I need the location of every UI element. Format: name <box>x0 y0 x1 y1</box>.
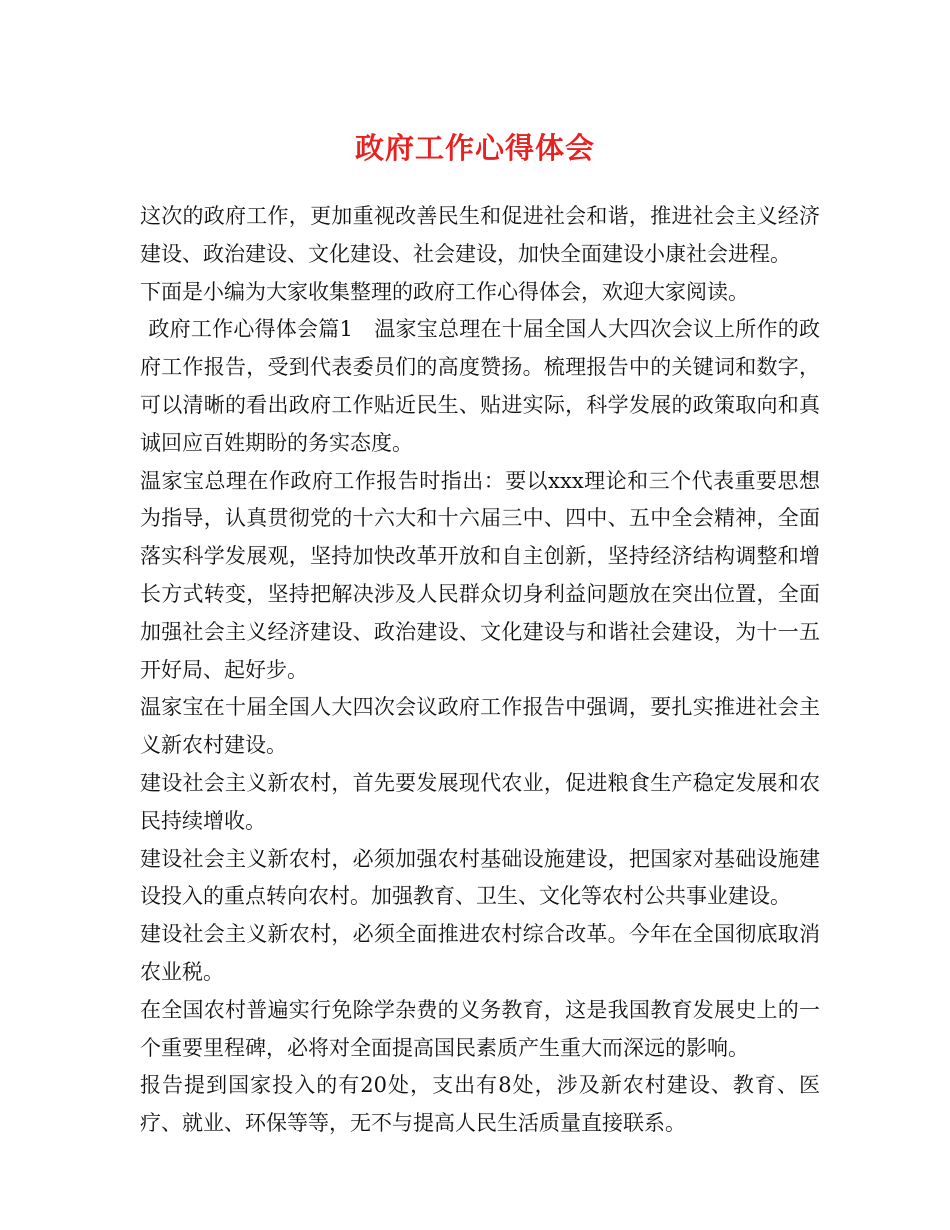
paragraph-education: 在全国农村普遍实行免除学杂费的义务教育，这是我国教育发展史上的一个重要里程碑，必将对全面提高国民素质产生重大而深远的影响。 <box>140 997 820 1060</box>
document-title: 政府工作心得体会 <box>354 131 595 165</box>
paragraph-reading-note: 下面是小编为大家收集整理的政府工作心得体会，欢迎大家阅读。 <box>140 279 749 304</box>
paragraph-report-guidance: 温家宝总理在作政府工作报告时指出：要以xxx理论和三个代表重要思想为指导，认真贯彻党的十六大和十六届三中、四中、五中全会精神，全面落实科学发展观，坚持加快改革开放和自主创新，坚持经济结构调整和增长方式转变，坚持把解决涉及人民群众切身利益问题放在突出位置，全面加强社会主义经济建设、政治建设、文化建设与和谐社会建设，为十一五开好局、起好步。 <box>140 468 820 682</box>
paragraph-modern-agriculture: 建设社会主义新农村，首先要发展现代农业，促进粮食生产稳定发展和农民持续增收。 <box>140 770 820 833</box>
paragraph-infrastructure: 建设社会主义新农村，必须加强农村基础设施建设，把国家对基础设施建设投入的重点转向农村。加强教育、卫生、文化等农村公共事业建设。 <box>140 846 820 909</box>
paragraph-intro: 这次的政府工作，更加重视改善民生和促进社会和谐，推进社会主义经济建设、政治建设、文化建设、社会建设，加快全面建设小康社会进程。 <box>140 204 820 266</box>
paragraph-new-countryside: 温家宝在十届全国人大四次会议政府工作报告中强调，要扎实推进社会主义新农村建设。 <box>140 695 820 758</box>
paragraph-rural-reform: 建设社会主义新农村，必须全面推进农村综合改革。今年在全国彻底取消农业税。 <box>140 922 820 984</box>
paragraph-report-summary: 报告提到国家投入的有20处，支出有8处，涉及新农村建设、教育、医疗、就业、环保等等，无不与提高人民生活质量直接联系。 <box>140 1073 820 1136</box>
document-body <box>140 198 820 1143</box>
paragraph-section-1: 政府工作心得体会篇1 温家宝总理在十届全国人大四次会议上所作的政府工作报告，受到代表委员们的高度赞扬。梳理报告中的关键词和数字，可以清晰的看出政府工作贴近民生、贴进实际，科学发展的政策取向和真诚回应百姓期盼的务实态度。 <box>140 317 820 455</box>
